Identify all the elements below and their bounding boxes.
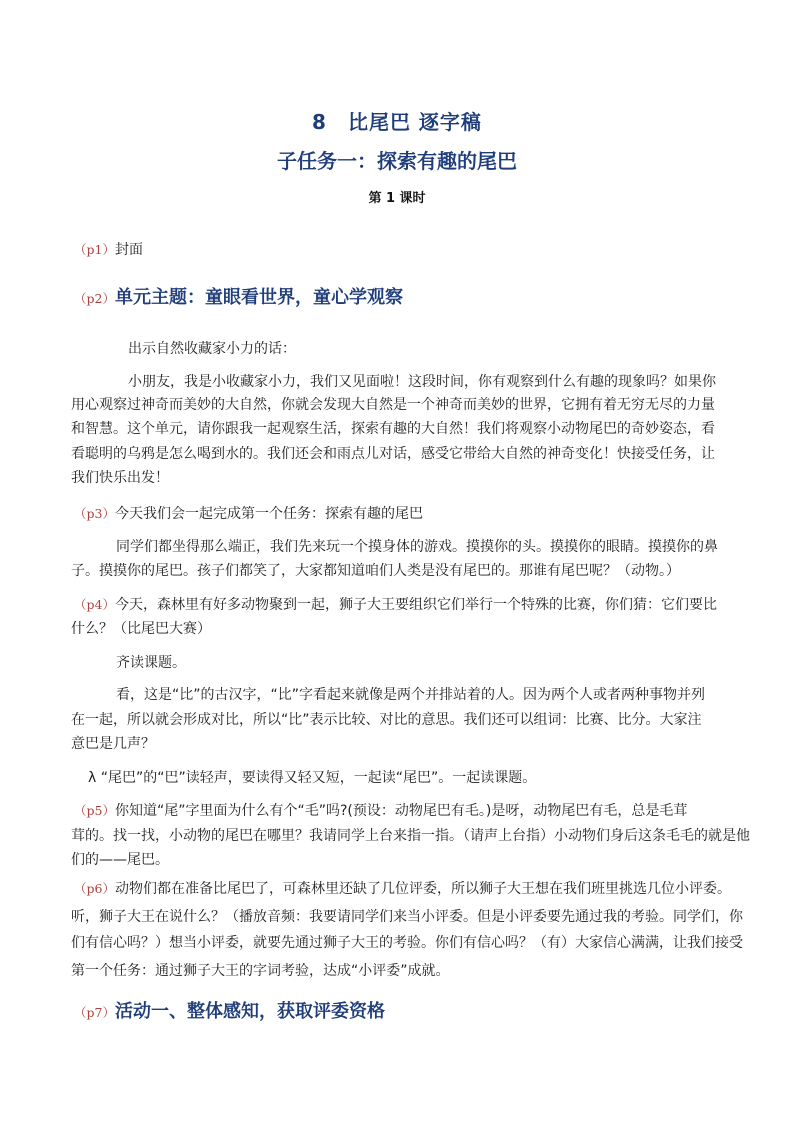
p7-row	[74, 997, 385, 1023]
p1-row	[74, 239, 143, 259]
p3-body-line: 同学们都坐得那么端正，我们先来玩一个摸身体的游戏。摸摸你的头。摸摸你的眼睛。摸摸你的鼻	[116, 539, 718, 555]
p1-tag: （p1）	[74, 242, 115, 257]
p2-tag: （p2）	[74, 291, 115, 306]
p6-tag: （p6）	[74, 881, 115, 896]
p5-row	[74, 800, 687, 820]
bi-line: 在一起，所以就会形成对比，所以“比”表示比较、对比的意思。我们还可以组词：比赛、比分。大家注	[71, 712, 702, 728]
p3-text: 今天我们会一起完成第一个任务：探索有趣的尾巴	[114, 506, 423, 522]
p7-tag: （p7）	[74, 1005, 115, 1020]
p5-tag: （p5）	[74, 803, 115, 818]
p1-text: 封面	[114, 242, 143, 258]
speech-line: 和智慧。这个单元，请你跟我一起观察生活，探索有趣的大自然！我们将观察小动物尾巴的奇妙姿态，看	[71, 421, 715, 437]
p5-body-line: 们的——尾巴。	[71, 852, 169, 868]
lesson-label: 第 1 课时	[368, 191, 426, 206]
p3-body-line: 子。摸摸你的尾巴。孩子们都笑了，大家都知道咱们人类是没有尾巴的。那谁有尾巴呢？（动物。）	[71, 563, 680, 579]
intro-text: 出示自然收藏家小力的话：	[128, 341, 296, 357]
bullet-line: λ “尾巴”的“巴”读轻声，要读得又轻又短，一起读“尾巴”。一起读课题。	[88, 770, 537, 786]
p2-heading: 单元主题：童眼看世界，童心学观察	[114, 287, 403, 308]
p3-row	[74, 503, 423, 523]
p4-text: 今天，森林里有好多动物聚到一起，狮子大王要组织它们举行一个特殊的比赛，你们猜：它们要比	[114, 597, 717, 613]
document-subtitle: 子任务一：探索有趣的尾巴	[277, 149, 517, 173]
p6-row	[74, 878, 731, 898]
document-title: 8 比尾巴 逐字稿	[312, 110, 482, 134]
p4-tag: （p4）	[74, 597, 115, 612]
p3-tag: （p3）	[74, 506, 115, 521]
p7-heading: 活动一、整体感知，获取评委资格	[114, 1001, 385, 1022]
speech-line: 我们快乐出发！	[71, 470, 169, 486]
p5-text: 你知道“尾”字里面为什么有个“毛”吗?(预设：动物尾巴有毛。)是呀，动物尾巴有毛，总是毛茸	[114, 803, 688, 819]
p6-body-line: 听，狮子大王在说什么？（播放音频：我要请同学们来当小评委。但是小评委要先通过我的考验。同学们，你	[71, 909, 743, 925]
bi-line: 看，这是“比”的古汉字，“比”字看起来就像是两个并排站着的人。因为两个人或者两种事物并列	[116, 687, 706, 703]
speech-line: 小朋友，我是小收藏家小力，我们又见面啦！这段时间，你有观察到什么有趣的现象吗？如果你	[128, 374, 716, 390]
p6-body-line: 们有信心吗？）想当小评委，就要先通过狮子大王的考验。你们有信心吗？（有）大家信心满满，让我们接受	[71, 935, 743, 951]
bi-line: 意巴是几声？	[71, 736, 155, 752]
speech-line: 看聪明的乌鸦是怎么喝到水的。我们还会和雨点儿对话，感受它带给大自然的神奇变化！快接受任务，让	[71, 446, 715, 462]
read-title: 齐读课题。	[116, 655, 186, 671]
p2-row	[74, 283, 403, 309]
speech-line: 用心观察过神奇而美妙的大自然，你就会发现大自然是一个神奇而美妙的世界，它拥有着无穷无尽的力量	[71, 397, 715, 413]
p4-row	[74, 594, 717, 614]
p6-text: 动物们都在准备比尾巴了，可森林里还缺了几位评委，所以狮子大王想在我们班里挑选几位小评委。	[114, 881, 731, 897]
p4-cont: 什么？（比尾巴大赛）	[71, 621, 211, 637]
p6-body-line: 第一个任务：通过狮子大王的字词考验，达成“小评委”成就。	[71, 963, 450, 979]
p5-body-line: 茸的。找一找，小动物的尾巴在哪里？我请同学上台来指一指。（请声上台指）小动物们身后这条毛毛的就是他	[71, 828, 750, 844]
